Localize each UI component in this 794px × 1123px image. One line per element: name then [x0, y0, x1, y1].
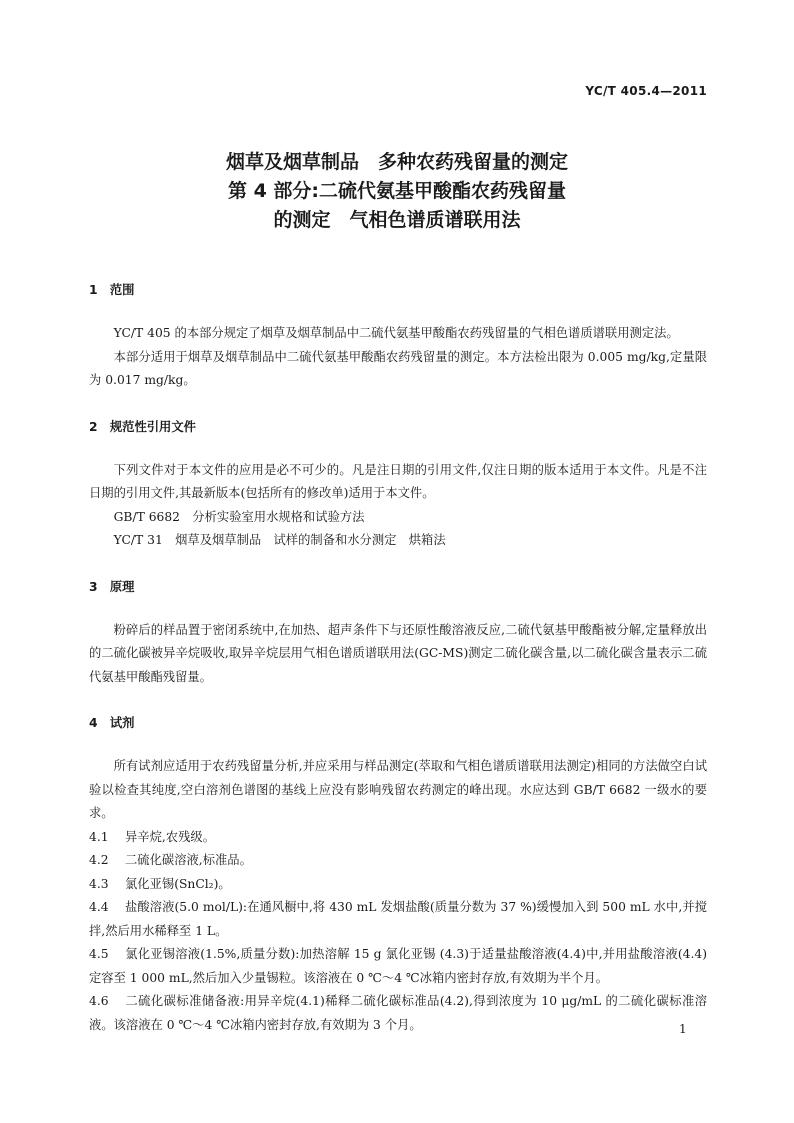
- references-paragraph: 下列文件对于本文件的应用是必不可少的。凡是注日期的引用文件,仅注日期的版本适用于本文件。凡是不注日期的引用文件,其最新版本(包括所有的修改单)适用于本文件。: [89, 462, 707, 500]
- reference-item-yct31: YC/T 31 烟草及烟草制品 试样的制备和水分测定 烘箱法: [113, 533, 446, 547]
- reagent-item-text: 二硫化碳溶液,标准品。: [125, 853, 252, 867]
- reagent-item: [89, 849, 707, 873]
- reagent-item: [89, 943, 707, 990]
- section-heading-normative-references: 2 规范性引用文件: [89, 419, 196, 434]
- document-title: [0, 148, 794, 235]
- reagent-item-text: 氯化亚锡溶液(1.5%,质量分数):加热溶解 15 g 氯化亚锡 (4.3)于适量盐酸溶液(4.4)中,并用盐酸溶液(4.4)定容至 1 000 mL,然后加入少量锡粒。该溶液在 0 ℃～4 ℃冰箱内密封存放,有效期为半个月。: [89, 947, 707, 985]
- reagent-item-number: 4.3: [89, 876, 109, 891]
- reagent-item-text: 二硫化碳标准储备液:用异辛烷(4.1)稀释二硫化碳标准品(4.2),得到浓度为 10 μg/mL 的二硫化碳标准溶液。该溶液在 0 ℃～4 ℃冰箱内密封存放,有效期为 3 个月。: [89, 994, 707, 1032]
- title-line-2: 第 4 部分:二硫代氨基甲酸酯农药残留量: [227, 180, 567, 202]
- section-heading-principle: 3 原理: [89, 579, 135, 594]
- section-heading-reagents: 4 试剂: [89, 716, 135, 730]
- reagent-item: [89, 826, 707, 850]
- document-body: [89, 281, 707, 1037]
- section-heading-scope: 1 范围: [89, 283, 135, 297]
- reagent-item: [89, 896, 707, 943]
- reagent-item-text: 盐酸溶液(5.0 mol/L):在通风橱中,将 430 mL 发烟盐酸(质量分数为 37 %)缓慢加入到 500 mL 水中,并搅拌,然后用水稀释至 1 L。: [89, 900, 707, 938]
- reagent-item-text: 异辛烷,农残级。: [125, 829, 215, 844]
- page-number: 1: [679, 1022, 687, 1036]
- reagent-item-number: 4.1: [89, 829, 109, 844]
- reagents-paragraph: 所有试剂应适用于农药残留量分析,并应采用与样品测定(萃取和气相色谱质谱联用法测定)相同的方法做空白试验以检查其纯度,空白溶剂色谱图的基线上应没有影响残留农药测定的峰出现。水应达到 GB/T 6682 一级水的要求。: [89, 759, 707, 820]
- reference-item-gbt6682: GB/T 6682 分析实验室用水规格和试验方法: [113, 509, 365, 524]
- reagent-item-text: 氯化亚锡(SnCl₂)。: [125, 876, 231, 891]
- reagent-item-number: 4.5: [89, 947, 109, 961]
- reagent-item: [89, 873, 707, 897]
- scope-paragraph-1: YC/T 405 的本部分规定了烟草及烟草制品中二硫代氨基甲酸酯农药残留量的气相色谱质谱联用测定法。: [113, 326, 679, 340]
- title-line-3: 的测定 气相色谱质谱联用法: [273, 209, 521, 231]
- reagent-item-number: 4.2: [89, 853, 109, 867]
- title-line-1: 烟草及烟草制品 多种农药残留量的测定: [225, 151, 568, 173]
- reagent-item: [89, 990, 707, 1037]
- principle-paragraph: 粉碎后的样品置于密闭系统中,在加热、超声条件下与还原性酸溶液反应,二硫代氨基甲酸酯被分解,定量释放出的二硫化碳被异辛烷吸收,取异辛烷层用气相色谱质谱联用法(GC-MS)测定二硫化碳含量,以二硫化碳含量表示二硫代氨基甲酸酯残留量。: [89, 622, 707, 684]
- scope-paragraph-2: 本部分适用于烟草及烟草制品中二硫代氨基甲酸酯农药残留量的测定。本方法检出限为 0.005 mg/kg,定量限为 0.017 mg/kg。: [89, 349, 707, 387]
- reagent-item-number: 4.6: [89, 994, 109, 1008]
- reagent-item-number: 4.4: [89, 900, 109, 914]
- standard-code: YC/T 405.4—2011: [585, 84, 707, 98]
